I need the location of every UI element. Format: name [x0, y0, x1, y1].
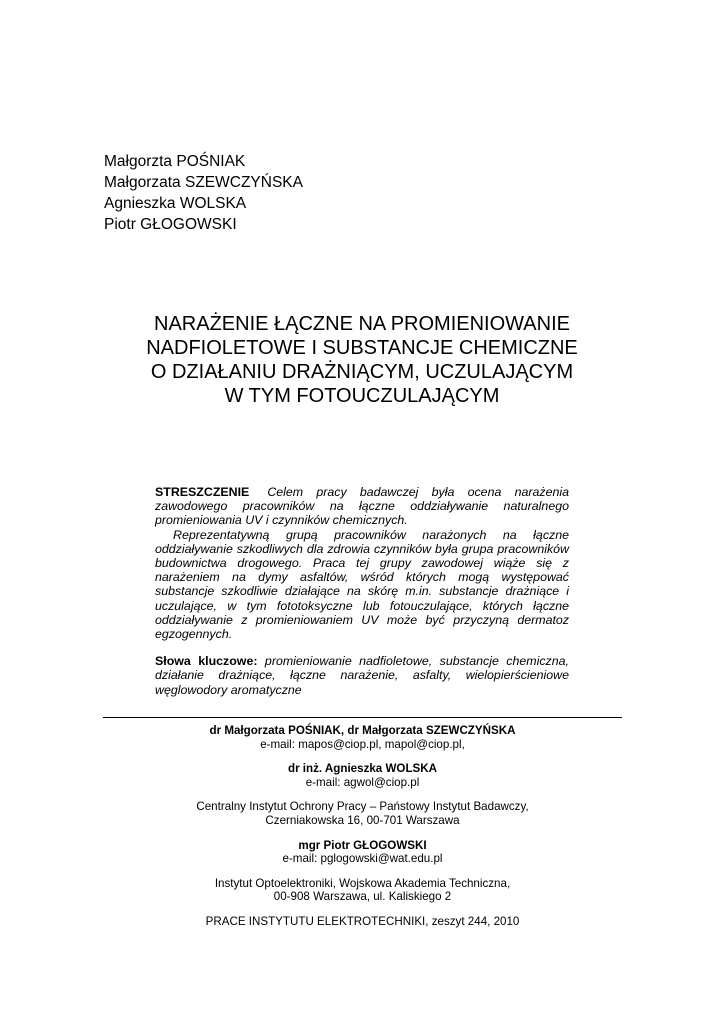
author-name: Piotr GŁOGOWSKI: [104, 216, 237, 233]
author-list: [104, 151, 303, 235]
affiliation-block-3: [103, 839, 622, 866]
keywords-label: Słowa kluczowe:: [155, 654, 258, 669]
author-name: Małgorzta POŚNIAK: [104, 153, 246, 170]
institution-1-line-2: Czerniakowska 16, 00-701 Warszawa: [265, 813, 460, 827]
email-1: e-mail: mapos@ciop.pl, mapol@ciop.pl,: [260, 737, 465, 751]
title-line: W TYM FOTOUCZULAJĄCYM: [224, 385, 500, 407]
institution-2: [103, 877, 622, 904]
abstract-label: STRESZCZENIE: [155, 485, 250, 499]
affiliations: [103, 724, 622, 929]
abstract-paragraph-2: Reprezentatywną grupą pracowników narażonych na łączne oddziaływanie szkodliwych dla zdrowia czynników była grupa pracowników budownictwa drogowego. Praca tej grupy zawodowej wiąże się z narażeniem na dymy asfaltów, wśród których mogą występować substancje szkodliwie działające na skórę m.in. substancje drażniące i uczulające, w tym fototoksyczne lub fotouczulające, których łączne oddziaływanie z promieniowaniem UV może być przyczyną dermatoz egzogennych.: [155, 527, 569, 642]
keywords: [155, 654, 569, 697]
title-line: O DZIAŁANIU DRAŻNIĄCYM, UCZULAJĄCYM: [150, 361, 574, 383]
abstract-paragraph-1: [155, 485, 569, 528]
author-name-3: mgr Piotr GŁOGOWSKI: [298, 838, 427, 852]
paper-title: [60, 312, 664, 408]
abstract: [155, 485, 569, 697]
author-names-1: dr Małgorzata POŚNIAK, dr Małgorzata SZEWCZYŃSKA: [209, 724, 516, 737]
email-2: e-mail: agwol@ciop.pl: [305, 775, 420, 789]
title-line: NARAŻENIE ŁĄCZNE NA PROMIENIOWANIE: [154, 313, 570, 335]
affiliation-block-2: [103, 762, 622, 789]
journal-reference: PRACE INSTYTUTU ELEKTROTECHNIKI, zeszyt 244, 2010: [205, 914, 520, 928]
affiliation-block-1: [103, 724, 622, 751]
institution-2-line-1: Instytut Optoelektroniki, Wojskowa Akademia Techniczna,: [214, 876, 511, 890]
keywords-text: promieniowanie nadfioletowe, substancje chemiczna, działanie drażniące, łączne narażenie, asfalty, wielopierścieniowe węglowodory aromatyczne: [155, 654, 569, 697]
institution-1: [103, 800, 622, 827]
author-name: Agnieszka WOLSKA: [104, 195, 247, 212]
institution-2-line-2: 00-908 Warszawa, ul. Kaliskiego 2: [273, 890, 452, 904]
author-name: Małgorzata SZEWCZYŃSKA: [104, 174, 303, 191]
abstract-text-1: Celem pracy badawczej była ocena narażenia zawodowego pracowników na łączne oddziaływanie naturalnego promieniowania UV i czynników chemicznych.: [155, 485, 569, 528]
author-name-2: dr inż. Agnieszka WOLSKA: [287, 762, 437, 776]
title-line: NADFIOLETOWE I SUBSTANCJE CHEMICZNE: [146, 337, 578, 359]
email-3: e-mail: pglogowski@wat.edu.pl: [282, 852, 443, 866]
footnote-divider: [103, 717, 622, 718]
institution-1-line-1: Centralny Instytut Ochrony Pracy – Państowy Instytut Badawczy,: [196, 800, 529, 814]
